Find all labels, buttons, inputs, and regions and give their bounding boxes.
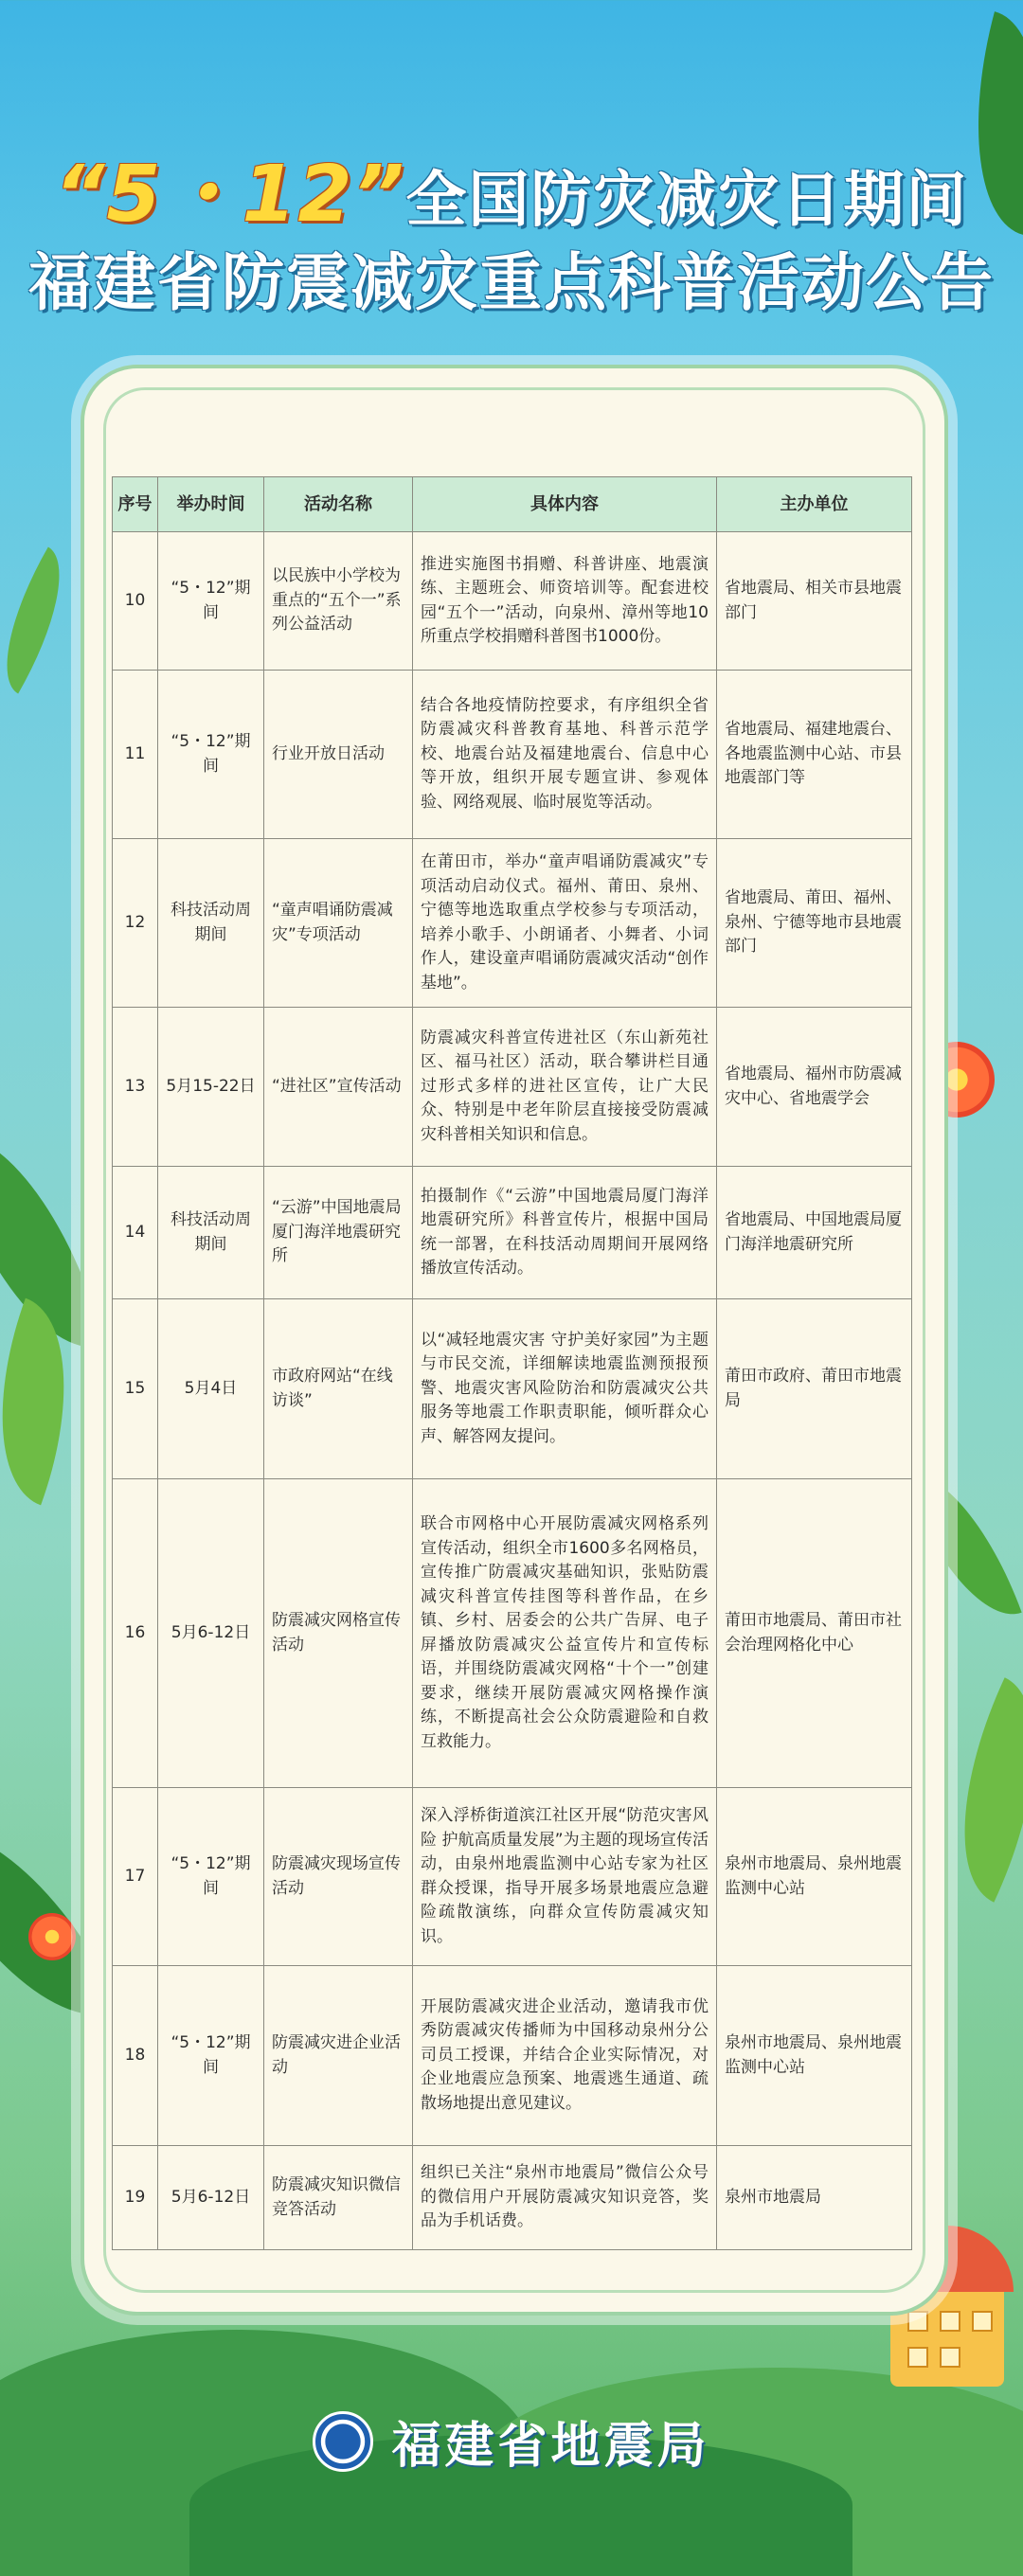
cell-time: 5月6-12日 [158,2146,264,2250]
cell-content: 在莆田市，举办“童声唱诵防震减灾”专项活动启动仪式。福州、莆田、泉州、宁德等地选取重点学校参与专项活动，培养小歌手、小朗诵者、小舞者、小词作人，建设童声唱诵防震减灾活动“创作基地”。 [413,839,717,1008]
cell-no: 19 [113,2146,158,2250]
cell-org: 省地震局、莆田、福州、泉州、宁德等地市县地震部门 [717,839,912,1008]
cell-time: “5・12”期间 [158,1966,264,2146]
cell-org: 省地震局、相关市县地震部门 [717,532,912,671]
header-no: 序号 [113,477,158,532]
cell-time: “5・12”期间 [158,671,264,839]
table-row [113,1788,912,1966]
decor-leaf [0,547,89,694]
cell-no: 15 [113,1299,158,1479]
cell-time: “5・12”期间 [158,1788,264,1966]
cell-name: 行业开放日活动 [264,671,413,839]
cell-time: “5・12”期间 [158,532,264,671]
cell-name: 防震减灾网格宣传活动 [264,1479,413,1788]
cell-content: 以“减轻地震灾害 守护美好家园”为主题与市民交流，详细解读地震监测预报预警、地震灾害风险防治和防震减灾公共服务等地震工作职责职能，倾听群众心声、解答网友提问。 [413,1299,717,1479]
seismology-bureau-logo-icon [313,2411,373,2472]
cell-time: 5月15-22日 [158,1008,264,1167]
cell-org: 省地震局、福建地震台、各地震监测中心站、市县地震部门等 [717,671,912,839]
cell-content: 防震减灾科普宣传进社区（东山新苑社区、福马社区）活动，联合攀讲栏目通过形式多样的进社区宣传，让广大民众、特别是中老年阶层直接接受防震减灾科普相关知识和信息。 [413,1008,717,1167]
cell-name: 市政府网站“在线访谈” [264,1299,413,1479]
decor-flower-icon [28,1913,76,1960]
table-row [113,671,912,839]
page-title-line1 [0,133,1023,243]
cell-name: 防震减灾进企业活动 [264,1966,413,2146]
cell-org: 泉州市地震局、泉州地震监测中心站 [717,1788,912,1966]
header-org: 主办单位 [717,477,912,532]
cell-no: 14 [113,1167,158,1299]
table-row [113,1167,912,1299]
title-date-number: 5・12 [106,150,354,240]
cell-name: 防震减灾现场宣传活动 [264,1788,413,1966]
header-name: 活动名称 [264,477,413,532]
footer-org-name: 福建省地震局 [391,2418,710,2475]
cell-org: 泉州市地震局、泉州地震监测中心站 [717,1966,912,2146]
cell-content: 联合市网格中心开展防震减灾网格系列宣传活动，组织全市1600多名网格员，宣传推广防震减灾基础知识，张贴防震减灾科普宣传挂图等科普作品，在乡镇、乡村、居委会的公共广告屏、电子屏播放防震减灾公益宣传片和宣传标语，并围绕防震减灾网格“十个一”创建要求，继续开展防震减灾网格操作演练，不断提高社会公众防震避险和自救互救能力。 [413,1479,717,1788]
cell-content: 结合各地疫情防控要求，有序组织全省防震减灾科普教育基地、科普示范学校、地震台站及福建地震台、信息中心等开放，组织开展专题宣讲、参观体验、网络观展、临时展览等活动。 [413,671,717,839]
cell-time: 5月6-12日 [158,1479,264,1788]
cell-content: 深入浮桥街道滨江社区开展“防范灾害风险 护航高质量发展”为主题的现场宣传活动，由泉州地震监测中心站专家为社区群众授课，指导开展多场景地震应急避险疏散演练，向群众宣传防震减灾知识。 [413,1788,717,1966]
table-header-row [113,477,912,532]
cell-time: 科技活动周期间 [158,1167,264,1299]
table-row [113,1966,912,2146]
footer [0,2406,1023,2477]
title-quote-open: “ [54,150,107,240]
cell-name: “童声唱诵防震减灾”专项活动 [264,839,413,1008]
cell-org: 省地震局、中国地震局厦门海洋地震研究所 [717,1167,912,1299]
table-row [113,2146,912,2250]
title-quote-close: ” [353,150,406,240]
header-content: 具体内容 [413,477,717,532]
cell-content: 拍摄制作《“云游”中国地震局厦门海洋地震研究所》科普宣传片，根据中国局统一部署，在科技活动周期间开展网络播放宣传活动。 [413,1167,717,1299]
table-row [113,1299,912,1479]
table-row [113,1008,912,1167]
cell-no: 13 [113,1008,158,1167]
cell-no: 16 [113,1479,158,1788]
cell-org: 省地震局、福州市防震减灾中心、省地震学会 [717,1008,912,1167]
page-title-line2: 福建省防震减灾重点科普活动公告 [28,246,995,319]
cell-name: “云游”中国地震局厦门海洋地震研究所 [264,1167,413,1299]
cell-name: 以民族中小学校为重点的“五个一”系列公益活动 [264,532,413,671]
title-line1-text: 全国防灾减灾日期间 [405,166,969,236]
cell-time: 5月4日 [158,1299,264,1479]
cell-no: 12 [113,839,158,1008]
activity-table [112,476,912,2250]
cell-name: “进社区”宣传活动 [264,1008,413,1167]
cell-org: 莆田市政府、莆田市地震局 [717,1299,912,1479]
table-row [113,839,912,1008]
cell-no: 18 [113,1966,158,2146]
cell-content: 开展防震减灾进企业活动，邀请我市优秀防震减灾传播师为中国移动泉州分公司员工授课，并结合企业实际情况，对企业地震应急预案、地震逃生通道、疏散场地提出意见建议。 [413,1966,717,2146]
cell-no: 10 [113,532,158,671]
cell-name: 防震减灾知识微信竞答活动 [264,2146,413,2250]
cell-content: 推进实施图书捐赠、科普讲座、地震演练、主题班会、师资培训等。配套进校园“五个一”活动，向泉州、漳州等地10所重点学校捐赠科普图书1000份。 [413,532,717,671]
cell-no: 17 [113,1788,158,1966]
header-time: 举办时间 [158,477,264,532]
cell-org: 泉州市地震局 [717,2146,912,2250]
table-row [113,532,912,671]
cell-no: 11 [113,671,158,839]
cell-time: 科技活动周期间 [158,839,264,1008]
table-row [113,1479,912,1788]
cell-content: 组织已关注“泉州市地震局”微信公众号的微信用户开展防震减灾知识竞答，奖品为手机话费。 [413,2146,717,2250]
cell-org: 莆田市地震局、莆田市社会治理网格化中心 [717,1479,912,1788]
